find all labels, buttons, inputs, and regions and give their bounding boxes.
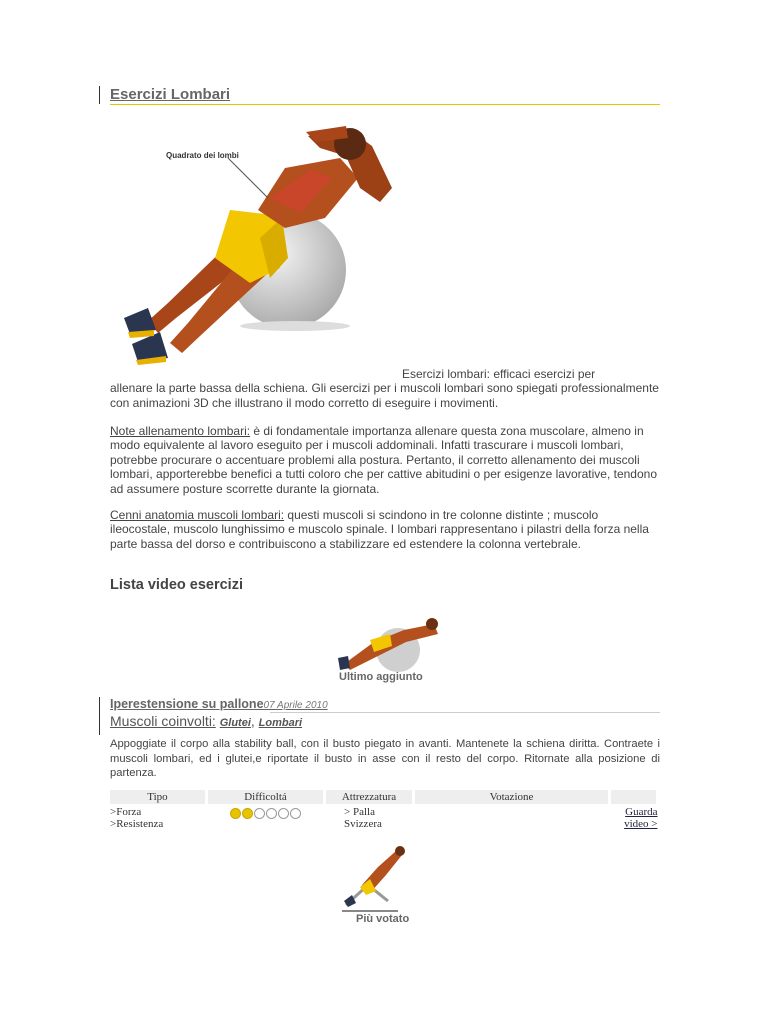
latest-caption: Ultimo aggiunto (339, 671, 423, 683)
note-paragraph (110, 424, 660, 496)
difficulty-dot-empty (266, 808, 277, 819)
exercise-description: Appoggiate il corpo alla stability ball, con il busto piegato in avanti. Mantenete la schiena diritta. Contraete i muscoli lombari, ed i glutei,e riportate il busto in asse con il resto del corpo. Ritornate alla posizione di partenza. (110, 738, 660, 779)
tipo-1: >Forza (110, 806, 142, 818)
difficulty-dot-empty (278, 808, 289, 819)
th-attrezzatura: Attrezzatura (325, 790, 414, 804)
anatomy-text: questi muscoli si scindono in tre colonne distinte ; muscolo ileocostale, muscolo lunghissimo e muscolo spinale. I lombari rappresentano i pilastri della forza nella parte bassa del dorso e contribuiscono a stabilizzare ed estendere la colonna vertebrale. (110, 508, 649, 551)
attrezzatura-2: Svizzera (344, 818, 382, 830)
anatomy-label: Cenni anatomia muscoli lombari: (110, 508, 285, 522)
top-voted-caption: Più votato (356, 913, 410, 925)
latest-exercise-thumbnail[interactable] (334, 612, 440, 674)
exercise-table (110, 790, 659, 830)
muscles-label: Muscoli coinvolti: (110, 713, 216, 729)
cell-link[interactable] (610, 804, 658, 830)
exercise-divider (270, 712, 660, 713)
top-voted-thumbnail[interactable] (338, 845, 408, 915)
attrezzatura-1: > Palla (344, 806, 375, 818)
intro-line1: Esercizi lombari: efficaci esercizi per (402, 367, 596, 381)
tipo-2: >Resistenza (110, 818, 164, 830)
table-row (110, 804, 658, 830)
th-empty (610, 790, 658, 804)
illustration-label: Quadrato dei lombi (166, 151, 239, 160)
note-text: è di fondamentale importanza allenare questa zona muscolare, almeno in modo equivalente al lavoro eseguito per i muscoli addominali. Infatti trascurare i muscoli lombari, potrebbe procurare o accentuare problemi alla postura. Pertanto, il corretto allenamento dei muscoli lombari, apporterebbe benefici a tutti coloro che per cattive abitudini o per esigenze lavorative, tendono ad assumere posture scorrette durante la giornata. (110, 424, 658, 496)
difficulty-rating (230, 807, 302, 819)
muscles-line: Muscoli coinvolti: Glutei, Lombari (110, 713, 303, 729)
muscle-glutei[interactable]: Glutei (219, 717, 251, 729)
difficulty-dot-filled (230, 808, 241, 819)
shoe-1 (124, 308, 156, 334)
difficulty-dot-filled (242, 808, 253, 819)
main-illustration (110, 118, 410, 376)
title-divider (110, 104, 660, 105)
left-marker (99, 86, 100, 104)
exercise-title[interactable] (110, 697, 328, 711)
exercise-name[interactable]: Iperestensione su pallone (110, 697, 264, 711)
note-label: Note allenamento lombari: (110, 424, 251, 438)
left-marker-2 (99, 697, 100, 735)
cell-attrezzatura (325, 804, 414, 830)
cell-votazione (414, 804, 610, 830)
difficulty-dot-empty (290, 808, 301, 819)
exercise-date: 07 Aprile 2010 (263, 700, 328, 711)
intro-paragraph (110, 367, 660, 410)
difficulty-dot-empty (254, 808, 265, 819)
intro-rest: allenare la parte bassa della schiena. Gli esercizi per i muscoli lombari sono spiegati professionalmente con animazioni 3D che illustrano il modo corretto di eseguire i movimenti. (110, 381, 659, 410)
table-header-row (110, 790, 658, 804)
cell-tipo (110, 804, 207, 830)
watch-video-link[interactable]: Guarda video > (624, 806, 658, 830)
th-difficolta: Difficoltá (207, 790, 325, 804)
th-tipo: Tipo (110, 790, 207, 804)
muscle-lombari[interactable]: Lombari (258, 717, 303, 729)
th-votazione: Votazione (414, 790, 610, 804)
page-title[interactable]: Esercizi Lombari (110, 86, 231, 103)
video-list-heading: Lista video esercizi (110, 577, 243, 593)
cell-difficolta (207, 804, 325, 830)
anatomy-paragraph (110, 508, 660, 551)
